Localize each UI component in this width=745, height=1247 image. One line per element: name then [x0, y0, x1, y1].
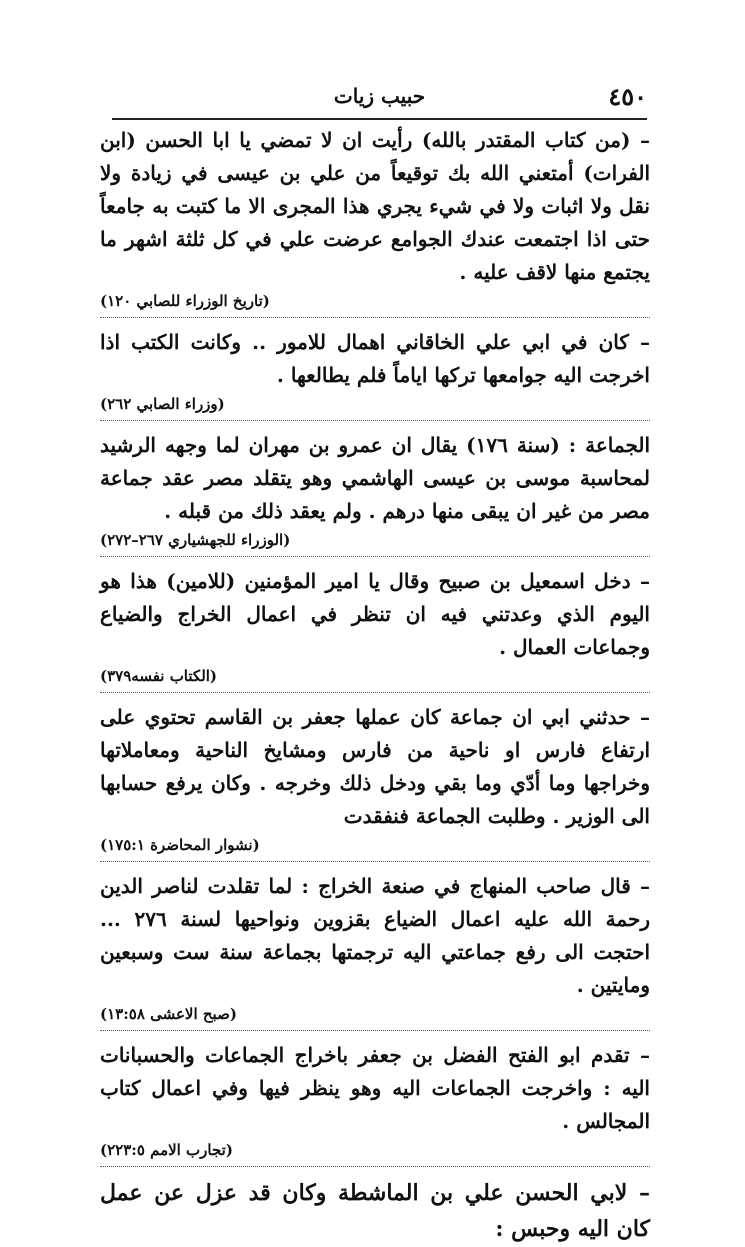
entry-divider — [100, 317, 650, 318]
entry-divider — [100, 1166, 650, 1167]
page-number: ٤٥٠ — [608, 82, 647, 111]
entry-4-citation: (الكتاب نفسه٣٧٩) — [100, 667, 218, 685]
entry-divider — [100, 692, 650, 693]
entry-5-text: – حدثني ابي ان جماعة كان عملها جعفر بن القاسم تحتوي على ارتفاع فارس او ناحية من فارس ومشايخ الناحية ومعاملاتها وخراجها وما أدّي وما بقي ودخل ذلك وخرجه . وكان يرفع حسابها الى الوزير . وطلبت الجماعة فنفقدت — [100, 705, 650, 828]
entry-3-text: (سنة ١٧٦) يقال ان عمرو بن مهران لما وجهه الرشيد لمحاسبة موسى بن عيسى الهاشمي وهو يتقلد مصر عقد جماعة مصر من غير ان يبقى منها درهم . ولم يعقد ذلك من قبله . — [100, 433, 650, 523]
entry-2-text: – كان في ابي علي الخاقاني اهمال للامور .. وكانت الكتب اذا اخرجت اليه جوامعها تركها اياماً فلم يطالعها . — [100, 330, 650, 387]
entry-2-citation: (وزراء الصابي ٢٦٢) — [100, 395, 225, 413]
entry-4-text: – دخل اسمعيل بن صبيح وقال يا امير المؤمنين (للامين) هذا هو اليوم الذي وعدتني فيه ان تنظر في اعمال الخراج والضياع وجماعات العمال . — [100, 569, 650, 659]
header-rule — [112, 118, 647, 120]
entry-1-text: – (من كتاب المقتدر بالله) رأيت ان لا تمضي يا ابا الحسن (ابن الفرات) أمتعني الله بك توقيعاً من علي بن عيسى في زيادة ولا نقل ولا اثبات ولا في شيء يجري هذا المجرى الا ما كتبت به جامعاً حتى اذا اجتمعت عندك الجوامع عرضت علي في كل ثلثة اشهر ما يجتمع منها لاقف عليه . — [100, 128, 650, 284]
entry-divider — [100, 1030, 650, 1031]
entry-5-citation: (نشوار المحاضرة ١٧٥:١) — [100, 836, 260, 854]
entry-1-citation: (تاريخ الوزراء للصابي ١٢٠) — [100, 292, 270, 310]
page-header — [112, 82, 647, 116]
running-title: حبيب زيات — [333, 84, 426, 108]
entry-3 — [100, 429, 650, 528]
entry-divider — [100, 556, 650, 557]
entry-divider — [100, 861, 650, 862]
entry-6-text: – قال صاحب المنهاج في صنعة الخراج : لما تقلدت لناصر الدين رحمة الله عليه اعمال الضياع بقزوين ونواحيها لسنة ٢٧٦ ... احتجت الى رفع جماعتي اليه ترجمتها بجماعة سنة ست وسبعين ومايتين . — [100, 874, 650, 997]
entry-3-headword: الجماعة : — [568, 433, 651, 457]
page-body — [100, 124, 650, 1247]
entry-6-citation: (صبح الاعشى ١٣:٥٨) — [100, 1005, 237, 1023]
entry-divider — [100, 420, 650, 421]
entry-7-text: – تقدم ابو الفتح الفضل بن جعفر باخراج الجماعات والحسبانات اليه : واخرجت الجماعات اليه وهو ينظر فيها وفي اعمال كتاب المجالس . — [100, 1043, 650, 1133]
entry-3-citation: (الوزراء للجهشياري ٢٦٧–٢٧٢) — [100, 531, 291, 549]
entry-8-text: – لابي الحسن علي بن الماشطة وكان قد عزل عن عمل كان اليه وحبس : — [100, 1180, 650, 1242]
entry-7-citation: (تجارب الامم ٢٢٣:٥) — [100, 1141, 233, 1159]
